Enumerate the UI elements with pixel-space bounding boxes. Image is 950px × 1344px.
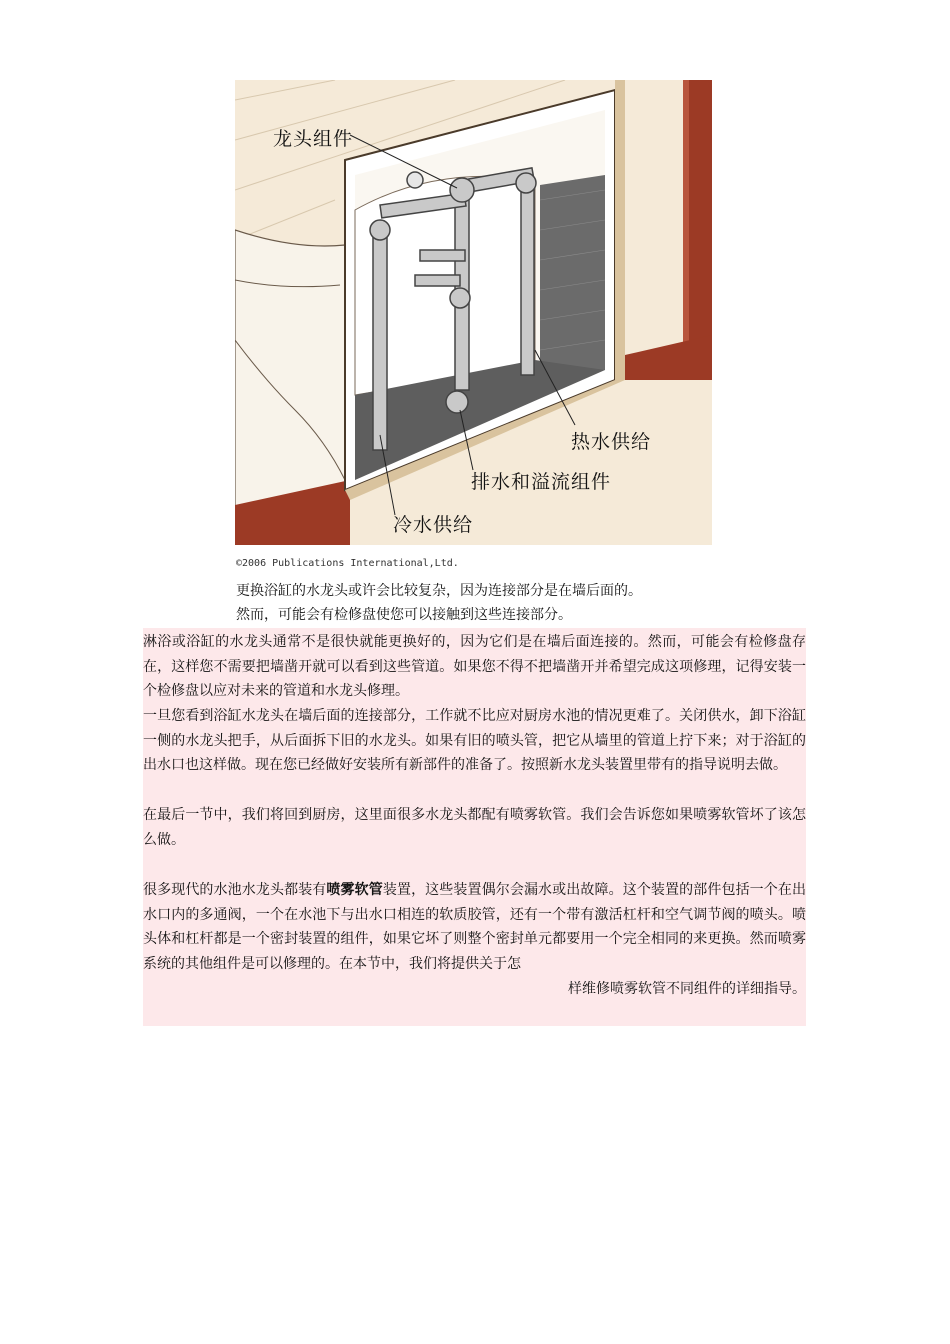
paragraph-2: 一旦您看到浴缸水龙头在墙后面的连接部分，工作就不比应对厨房水池的情况更难了。关闭供水，卸下浴缸一侧的水龙头把手，从后面拆下旧的水龙头。如果有旧的喷头管，把它从墙里的管道上拧下来；对于浴缸的出水口也这样做。现在您已经做好安装所有新部件的准备了。按照新水龙头装置里带有的指导说明去做。 [143,708,806,773]
label-faucet-assembly: 龙头组件 [273,128,354,150]
caption-line-2: 然而，可能会有检修盘使您可以接触到这些连接部分。 [236,607,572,623]
bathtub-plumbing-illustration [235,80,712,545]
article-body [143,628,806,1026]
label-cold-water-supply: 冷水供给 [393,514,474,536]
paragraph-4-start: 很多现代的水池水龙头都装有 [143,882,327,898]
paragraph-4 [143,878,806,976]
label-drain-overflow: 排水和溢流组件 [471,471,612,493]
paragraph-4-rest: 装置，这些装置偶尔会漏水或出故障。这个装置的部件包括一个在出水口内的多通阀，一个在水池下与出水口相连的软质胶管，还有一个带有激活杠杆和空气调节阀的喷头。喷头体和杠杆都是一个密封装置的组件，如果它坏了则整个密封单元都要用一个完全相同的来更换。然而喷雾系统的其他组件是可以修理的。在本节中，我们将提供关于怎 [143,882,807,972]
paragraph-1: 淋浴或浴缸的水龙头通常不是很快就能更换好的，因为它们是在墙后面连接的。然而，可能会有检修盘存在，这样您不需要把墙凿开就可以看到这些管道。如果您不得不把墙凿开并希望完成这项修理，记得安装一个检修盘以应对未来的管道和水龙头修理。 [143,634,806,699]
caption-line-1: 更换浴缸的水龙头或许会比较复杂，因为连接部分是在墙后面的。 [236,583,642,599]
image-credit: ©2006 Publications International,Ltd. [236,558,459,569]
paragraph-4-last-line: 样维修喷雾软管不同组件的详细指导。 [568,981,806,997]
label-hot-water-supply: 热水供给 [571,431,652,453]
spray-hose-term: 喷雾软管 [326,882,383,898]
paragraph-3: 在最后一节中，我们将回到厨房，这里面很多水龙头都配有喷雾软管。我们会告诉您如果喷雾软管坏了该怎么做。 [143,807,806,848]
